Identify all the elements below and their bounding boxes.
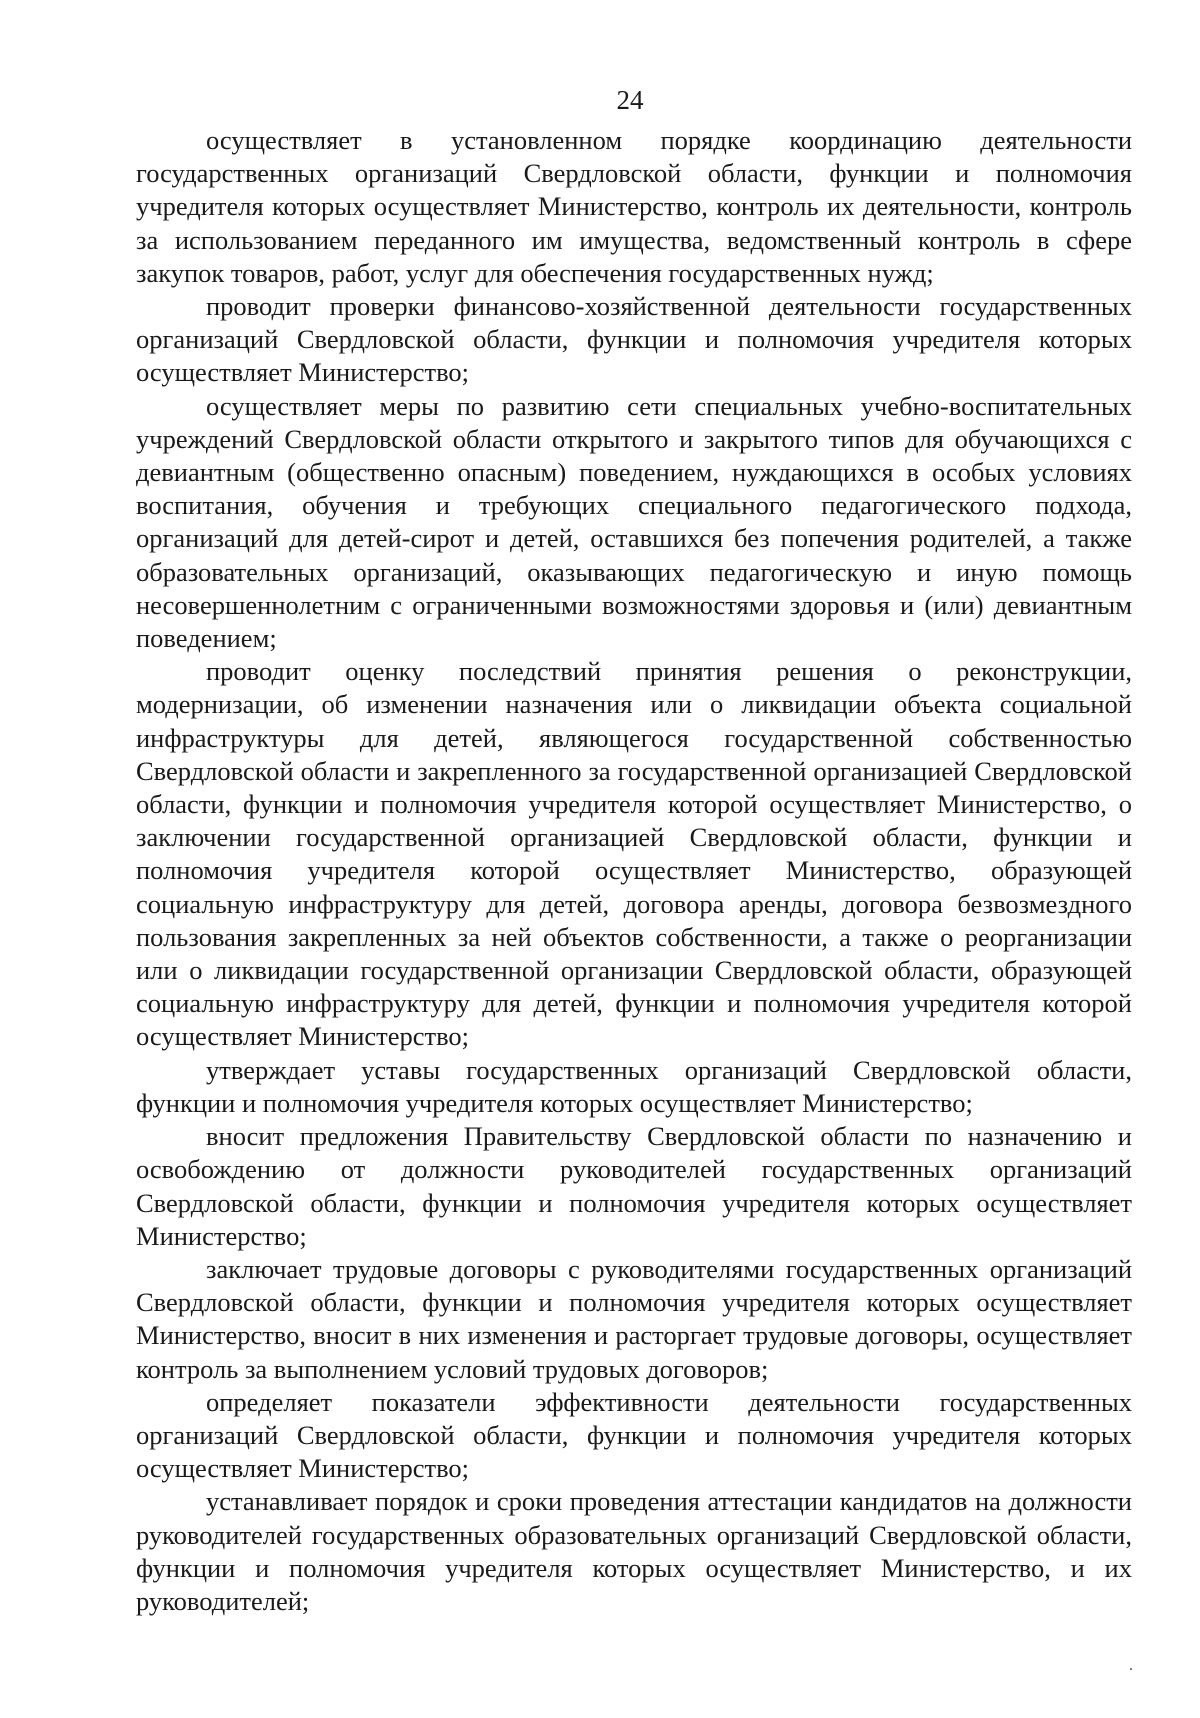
paragraph: определяет показатели эффективности деятельности государственных организаций Свердловской области, функции и полномочия учредителя которых осуществляет Министерство; bbox=[136, 1386, 1132, 1484]
paragraph: вносит предложения Правительству Свердловской области по назначению и освобождению от должности руководителей государственных организаций Свердловской области, функции и полномочия учредителя которых осуществляет Министерство; bbox=[136, 1121, 1132, 1251]
paragraph: проводит оценку последствий принятия решения о реконструкции, модернизации, об изменении назначения или о ликвидации объекта социальной инфраструктуры для детей, являющегося государственной собственностью Свердловской области и закрепленного за государственной организацией Свердловской области, функции и полномочия учредителя которой осуществляет Министерство, о заключении государственной организацией Свердловской области, функции и полномочия учредителя которой осуществляет Министерство, образующей социальную инфраструктуру для детей, договора аренды, договора безвозмездного пользования закрепленных за ней объектов собственности, а также о реорганизации или о ликвидации государственной организации Свердловской области, образующей социальную инфраструктуру для детей, функции и полномочия учредителя которой осуществляет Министерство; bbox=[136, 656, 1132, 1052]
scan-speck bbox=[1130, 1668, 1132, 1670]
paragraph: осуществляет меры по развитию сети специальных учебно-воспитательных учреждений Свердловской области открытого и закрытого типов для обучающихся с девиантным (общественно опасным) поведением, нуждающихся в особых условиях воспитания, обучения и требующих специального педагогического подхода, организаций для детей-сирот и детей, оставшихся без попечения родителей, а также образовательных организаций, оказывающих педагогическую и иную помощь несовершеннолетним с ограниченными возможностями здоровья и (или) девиантным поведением; bbox=[136, 390, 1132, 654]
paragraph: осуществляет в установленном порядке координацию деятельности государственных организаций Свердловской области, функции и полномочия учредителя которых осуществляет Министерство, контроль их деятельности, контроль за использованием переданного им имущества, ведомственный контроль в сфере закупок товаров, работ, услуг для обеспечения государственных нужд; bbox=[136, 125, 1132, 288]
page-number: 24 bbox=[616, 85, 644, 115]
paragraph: утверждает уставы государственных организаций Свердловской области, функции и полномочия учредителя которых осуществляет Министерство; bbox=[136, 1054, 1132, 1118]
paragraph: устанавливает порядок и сроки проведения аттестации кандидатов на должности руководителей государственных образовательных организаций Свердловской области, функции и полномочия учредителя которых осуществляет Министерство, и их руководителей; bbox=[136, 1486, 1132, 1616]
paragraph: заключает трудовые договоры с руководителями государственных организаций Свердловской области, функции и полномочия учредителя которых осуществляет Министерство, вносит в них изменения и расторгает трудовые договоры, осуществляет контроль за выполнением условий трудовых договоров; bbox=[136, 1253, 1132, 1384]
paragraph: проводит проверки финансово-хозяйственной деятельности государственных организаций Свердловской области, функции и полномочия учредителя которых осуществляет Министерство; bbox=[136, 291, 1132, 388]
document-body bbox=[136, 124, 1132, 1618]
